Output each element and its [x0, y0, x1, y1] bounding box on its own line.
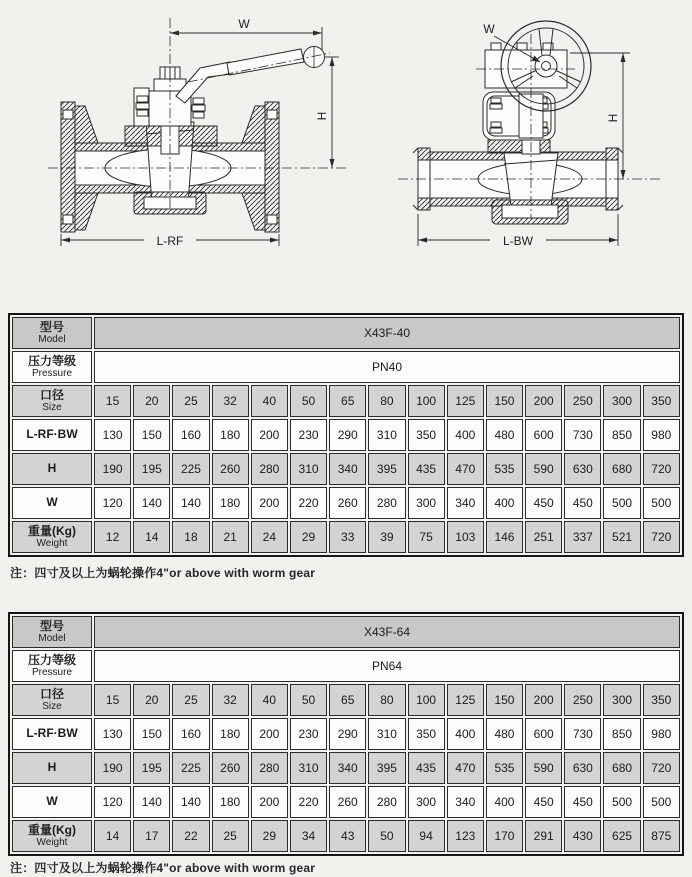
spec-cell: 630	[564, 752, 601, 784]
spec-cell: 100	[408, 684, 445, 716]
spec-cell: 450	[525, 487, 562, 519]
spec-cell: 150	[486, 385, 523, 417]
spec-cell: 251	[525, 521, 562, 553]
row-label-text: 重量(Kg)	[28, 523, 76, 538]
spec-cell: 470	[447, 752, 484, 784]
table-note-1: 注：四寸及以上为蜗轮操作4"or above with worm gear	[10, 566, 316, 580]
spec-cell: 20	[133, 385, 170, 417]
row-label-text: L-RF·BW	[26, 427, 78, 442]
spec-cell: 130	[94, 718, 131, 750]
spec-table-x43f-64	[8, 612, 684, 856]
spec-cell: 40	[251, 385, 288, 417]
spec-cell: 32	[212, 684, 249, 716]
spec-cell: 150	[133, 718, 170, 750]
spec-cell: 395	[368, 453, 405, 485]
spec-cell: 535	[486, 752, 523, 784]
table-row	[12, 385, 680, 417]
spec-cell: 310	[368, 419, 405, 451]
spec-cell: 250	[564, 684, 601, 716]
spec-cell: 720	[643, 521, 680, 553]
spec-cell: 340	[329, 453, 366, 485]
row-label-text: 口径	[39, 686, 64, 701]
table-row	[12, 820, 680, 852]
spec-cell: 200	[251, 786, 288, 818]
spec-cell: 180	[212, 419, 249, 451]
spec-cell: 65	[329, 385, 366, 417]
row-label-subtext: Weight	[36, 538, 68, 550]
spec-cell: 94	[408, 820, 445, 852]
spec-cell: 40	[251, 684, 288, 716]
row-label	[12, 786, 92, 818]
table-row	[12, 317, 680, 349]
spec-cell: 480	[486, 718, 523, 750]
row-label	[12, 487, 92, 519]
spec-cell: 500	[603, 487, 640, 519]
spec-cell: 120	[94, 487, 131, 519]
spec-cell: 850	[603, 419, 640, 451]
spec-cell: 875	[643, 820, 680, 852]
merged-value-cell: PN40	[94, 351, 680, 383]
spec-cell: 300	[408, 786, 445, 818]
spec-cell: 850	[603, 718, 640, 750]
table-row	[12, 351, 680, 383]
row-label	[12, 419, 92, 451]
spec-cell: 22	[172, 820, 209, 852]
dim-label-h-right: H	[606, 113, 620, 123]
spec-cell: 160	[172, 419, 209, 451]
spec-cell: 730	[564, 419, 601, 451]
spec-cell: 146	[486, 521, 523, 553]
yoke-bracket	[483, 92, 555, 140]
spec-cell: 25	[172, 385, 209, 417]
spec-cell: 630	[564, 453, 601, 485]
spec-cell: 32	[212, 385, 249, 417]
spec-cell: 260	[212, 453, 249, 485]
spec-cell: 680	[603, 453, 640, 485]
row-label	[12, 752, 92, 784]
spec-cell: 140	[133, 786, 170, 818]
spec-cell: 140	[172, 487, 209, 519]
spec-cell: 100	[408, 385, 445, 417]
spec-cell: 400	[486, 487, 523, 519]
row-label-subtext: Model	[38, 633, 66, 645]
spec-cell: 720	[643, 453, 680, 485]
spec-cell: 337	[564, 521, 601, 553]
spec-cell: 18	[172, 521, 209, 553]
spec-cell: 225	[172, 752, 209, 784]
spec-cell: 720	[643, 752, 680, 784]
spec-cell: 50	[290, 385, 327, 417]
spec-cell: 20	[133, 684, 170, 716]
spec-cell: 130	[94, 419, 131, 451]
spec-cell: 140	[172, 786, 209, 818]
spec-cell: 500	[643, 487, 680, 519]
spec-cell: 150	[133, 419, 170, 451]
spec-cell: 17	[133, 820, 170, 852]
spec-cell: 310	[368, 718, 405, 750]
spec-cell: 350	[408, 419, 445, 451]
row-label-text: 压力等级	[27, 652, 76, 667]
spec-cell: 450	[525, 786, 562, 818]
table-row	[12, 616, 680, 648]
row-label-text: 口径	[39, 387, 64, 402]
lever-handle	[176, 46, 325, 103]
spec-cell: 300	[603, 385, 640, 417]
table-row	[12, 453, 680, 485]
table-row	[12, 419, 680, 451]
row-label	[12, 650, 92, 682]
spec-cell: 590	[525, 453, 562, 485]
table-row	[12, 521, 680, 553]
spec-cell: 43	[329, 820, 366, 852]
row-label-text: 重量(Kg)	[28, 822, 76, 837]
table-row	[12, 718, 680, 750]
spec-cell: 340	[447, 786, 484, 818]
dim-label-lbw: L-BW	[503, 234, 533, 248]
spec-cell: 180	[212, 487, 249, 519]
row-label	[12, 616, 92, 648]
row-label-text: L-RF·BW	[26, 726, 78, 741]
row-label-subtext: Weight	[36, 837, 68, 849]
row-label-subtext: Model	[38, 334, 66, 346]
row-label-text: H	[47, 461, 57, 476]
spec-cell: 25	[212, 820, 249, 852]
row-label-subtext: Size	[42, 402, 62, 414]
spec-cell: 395	[368, 752, 405, 784]
spec-cell: 34	[290, 820, 327, 852]
spec-cell: 180	[212, 718, 249, 750]
spec-cell: 150	[486, 684, 523, 716]
dim-label-w-left: W	[238, 17, 250, 31]
row-label	[12, 718, 92, 750]
spec-cell: 600	[525, 419, 562, 451]
row-label-text: 型号	[39, 618, 64, 633]
spec-cell: 680	[603, 752, 640, 784]
table-row	[12, 650, 680, 682]
spec-cell: 400	[447, 419, 484, 451]
spec-cell: 190	[94, 752, 131, 784]
spec-cell: 200	[251, 718, 288, 750]
table-row	[12, 752, 680, 784]
spec-cell: 25	[172, 684, 209, 716]
spec-cell: 230	[290, 718, 327, 750]
spec-cell: 280	[368, 786, 405, 818]
spec-cell: 435	[408, 752, 445, 784]
spec-cell: 590	[525, 752, 562, 784]
spec-cell: 250	[564, 385, 601, 417]
table-row	[12, 487, 680, 519]
spec-cell: 50	[368, 820, 405, 852]
valve-body	[413, 136, 623, 224]
spec-cell: 160	[172, 718, 209, 750]
table-row	[12, 786, 680, 818]
row-label	[12, 820, 92, 852]
spec-cell: 200	[525, 385, 562, 417]
spec-cell: 103	[447, 521, 484, 553]
spec-cell: 310	[290, 752, 327, 784]
spec-cell: 450	[564, 786, 601, 818]
spec-cell: 200	[251, 487, 288, 519]
spec-cell: 225	[172, 453, 209, 485]
row-label-subtext: Pressure	[31, 667, 72, 679]
spec-cell: 300	[603, 684, 640, 716]
row-label-text: 压力等级	[27, 353, 76, 368]
spec-cell: 80	[368, 385, 405, 417]
merged-value-cell: X43F-64	[94, 616, 680, 648]
dim-label-w-right: W	[483, 22, 495, 36]
spec-cell: 220	[290, 786, 327, 818]
spec-cell: 260	[329, 487, 366, 519]
spec-cell: 125	[447, 684, 484, 716]
dim-label-lrf: L-RF	[156, 234, 184, 248]
spec-cell: 12	[94, 521, 131, 553]
spec-cell: 75	[408, 521, 445, 553]
row-label-text: H	[47, 760, 57, 775]
spec-cell: 195	[133, 453, 170, 485]
spec-cell: 29	[251, 820, 288, 852]
table-note-2: 注：四寸及以上为蜗轮操作4"or above with worm gear	[10, 861, 316, 875]
spec-cell: 200	[525, 684, 562, 716]
spec-cell: 500	[603, 786, 640, 818]
spec-cell: 625	[603, 820, 640, 852]
spec-cell: 350	[643, 684, 680, 716]
spec-cell: 280	[251, 752, 288, 784]
spec-cell: 980	[643, 718, 680, 750]
spec-cell: 21	[212, 521, 249, 553]
spec-cell: 170	[486, 820, 523, 852]
merged-value-cell: PN64	[94, 650, 680, 682]
spec-cell: 290	[329, 718, 366, 750]
spec-cell: 310	[290, 453, 327, 485]
spec-cell: 230	[290, 419, 327, 451]
spec-cell: 500	[643, 786, 680, 818]
spec-cell: 480	[486, 419, 523, 451]
spec-cell: 280	[251, 453, 288, 485]
spec-cell: 450	[564, 487, 601, 519]
row-label-text: 型号	[39, 319, 64, 334]
spec-cell: 39	[368, 521, 405, 553]
spec-cell: 350	[408, 718, 445, 750]
row-label-text: W	[46, 794, 58, 809]
spec-cell: 80	[368, 684, 405, 716]
spec-cell: 350	[643, 385, 680, 417]
gear-valve-drawing	[390, 6, 692, 258]
spec-cell: 290	[329, 419, 366, 451]
spec-table-x43f-40	[8, 313, 684, 557]
spec-cell: 600	[525, 718, 562, 750]
row-label	[12, 521, 92, 553]
spec-cell: 280	[368, 487, 405, 519]
spec-cell: 195	[133, 752, 170, 784]
spec-cell: 50	[290, 684, 327, 716]
spec-cell: 14	[133, 521, 170, 553]
spec-cell: 470	[447, 453, 484, 485]
row-label-text: W	[46, 495, 58, 510]
spec-cell: 521	[603, 521, 640, 553]
row-label-subtext: Size	[42, 701, 62, 713]
spec-cell: 33	[329, 521, 366, 553]
spec-cell: 14	[94, 820, 131, 852]
spec-cell: 125	[447, 385, 484, 417]
row-label	[12, 385, 92, 417]
row-label-subtext: Pressure	[31, 368, 72, 380]
row-label	[12, 317, 92, 349]
spec-cell: 435	[408, 453, 445, 485]
spec-cell: 400	[447, 718, 484, 750]
spec-cell: 140	[133, 487, 170, 519]
spec-cell: 29	[290, 521, 327, 553]
spec-cell: 220	[290, 487, 327, 519]
spec-cell: 980	[643, 419, 680, 451]
spec-cell: 260	[212, 752, 249, 784]
row-label	[12, 351, 92, 383]
row-label	[12, 453, 92, 485]
spec-cell: 730	[564, 718, 601, 750]
spec-cell: 300	[408, 487, 445, 519]
spec-cell: 120	[94, 786, 131, 818]
spec-cell: 291	[525, 820, 562, 852]
spec-cell: 400	[486, 786, 523, 818]
lever-valve-drawing	[30, 6, 360, 258]
spec-cell: 190	[94, 453, 131, 485]
merged-value-cell: X43F-40	[94, 317, 680, 349]
spec-cell: 15	[94, 684, 131, 716]
dim-label-h-left: H	[315, 111, 329, 121]
spec-cell: 123	[447, 820, 484, 852]
row-label	[12, 684, 92, 716]
table-row	[12, 684, 680, 716]
spec-cell: 340	[447, 487, 484, 519]
spec-cell: 535	[486, 453, 523, 485]
spec-cell: 180	[212, 786, 249, 818]
spec-cell: 200	[251, 419, 288, 451]
spec-cell: 260	[329, 786, 366, 818]
spec-cell: 15	[94, 385, 131, 417]
spec-cell: 340	[329, 752, 366, 784]
spec-cell: 430	[564, 820, 601, 852]
spec-cell: 24	[251, 521, 288, 553]
spec-cell: 65	[329, 684, 366, 716]
